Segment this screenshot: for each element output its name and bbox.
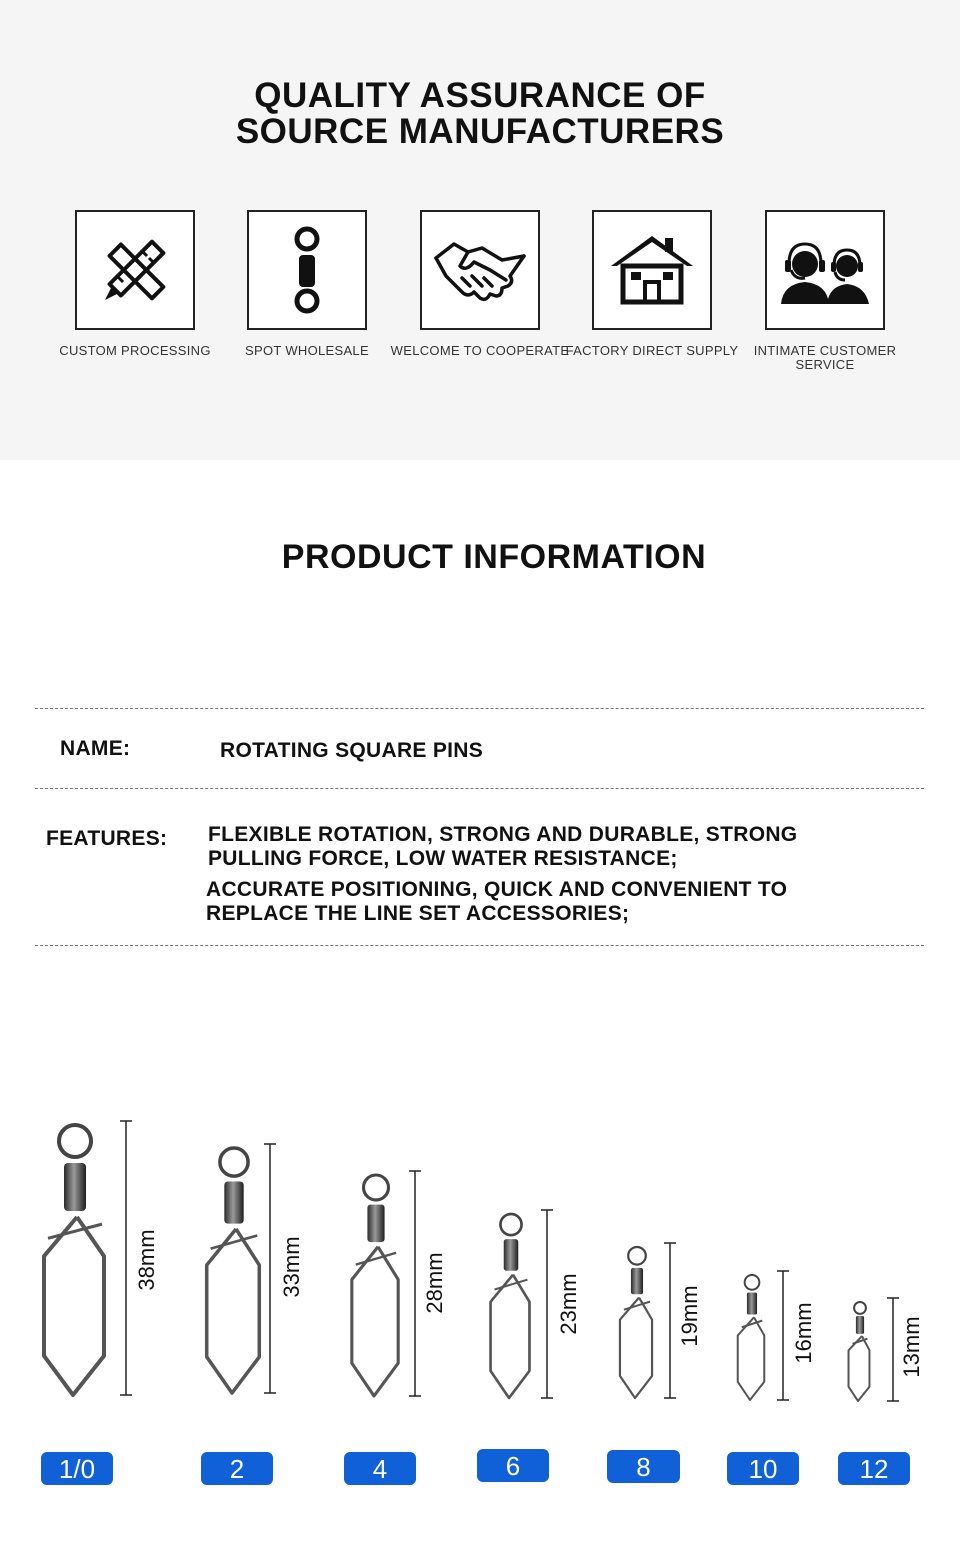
feature-label: SPOT WHOLESALE [245, 343, 369, 358]
swivel-icon [267, 225, 347, 315]
dimension-label: 13mm [899, 1316, 924, 1378]
feature-box [75, 210, 195, 330]
swivel-snap [207, 1229, 260, 1393]
swivel-snap [491, 1275, 530, 1398]
feature-welcome-cooperate [390, 210, 570, 358]
swivel-1 [44, 1125, 104, 1395]
swivel-clasp [211, 1236, 258, 1249]
factory-icon [607, 230, 697, 310]
name-value: ROTATING SQUARE PINS [220, 739, 484, 762]
feature-custom-processing [45, 210, 225, 358]
swivel-5 [620, 1247, 652, 1398]
swivel-ring [59, 1125, 91, 1157]
size-badge: 10 [727, 1452, 799, 1485]
feature-label: INTIMATE CUSTOMER SERVICE [753, 343, 897, 372]
feature-label: CUSTOM PROCESSING [59, 343, 211, 358]
swivel-barrel [856, 1316, 864, 1334]
size-badge: 2 [201, 1452, 273, 1485]
swivel-snap [44, 1217, 104, 1395]
size-badge: 12 [838, 1452, 910, 1485]
feature-customer-service [735, 210, 915, 372]
features-line-2: PULLING FORCE, LOW WATER RESISTANCE; [208, 847, 678, 870]
customer-service-icon [775, 230, 875, 310]
dimension-label: 33mm [279, 1236, 304, 1298]
dimension-label: 19mm [677, 1285, 702, 1347]
ruler-pencil-icon [95, 230, 175, 310]
size-badge: 6 [477, 1449, 549, 1482]
swivel-4 [491, 1214, 530, 1398]
dimension-bracket-1 [120, 1121, 132, 1395]
swivel-2 [207, 1148, 260, 1393]
swivel-clasp [48, 1224, 102, 1238]
divider [35, 945, 924, 946]
features-line-4: REPLACE THE LINE SET ACCESSORIES; [206, 902, 630, 925]
dimension-bracket-4 [541, 1210, 553, 1398]
size-badge: 1/0 [41, 1452, 113, 1485]
swivel-snap [620, 1298, 652, 1398]
size-badge: 8 [607, 1450, 680, 1483]
dimension-label: 23mm [556, 1273, 581, 1335]
dimension-bracket-5 [664, 1243, 676, 1398]
dimension-label: 28mm [422, 1252, 447, 1314]
dimension-label: 16mm [791, 1302, 816, 1364]
feature-spot-wholesale [217, 210, 397, 358]
swivel-barrel [64, 1163, 86, 1211]
feature-factory-direct [562, 210, 742, 358]
swivel-snap [352, 1247, 398, 1396]
divider [35, 788, 924, 789]
size-badge: 4 [344, 1452, 416, 1485]
divider [35, 708, 924, 709]
swivel-3 [352, 1175, 398, 1396]
features-line-3: ACCURATE POSITIONING, QUICK AND CONVENIENT TO [206, 878, 788, 901]
swivel-ring [500, 1214, 521, 1235]
swivel-ring [854, 1302, 866, 1314]
name-key: NAME: [60, 737, 131, 760]
features-key: FEATURES: [46, 827, 168, 850]
swivel-ring [628, 1247, 646, 1265]
features-line-1: FLEXIBLE ROTATION, STRONG AND DURABLE, STRONG [208, 823, 798, 846]
dimension-bracket-7 [887, 1298, 899, 1401]
quality-title-line2: SOURCE MANUFACTURERS [235, 112, 725, 151]
swivel-6 [738, 1275, 765, 1400]
quality-title [0, 78, 960, 150]
feature-box [765, 210, 885, 330]
dimension-bracket-3 [409, 1171, 421, 1396]
swivel-barrel [367, 1205, 384, 1242]
swivel-snap [849, 1336, 870, 1401]
swivel-barrel [631, 1268, 643, 1294]
swivel-clasp [356, 1253, 396, 1265]
swivel-barrel [224, 1181, 243, 1223]
swivel-ring [745, 1275, 760, 1290]
feature-box [592, 210, 712, 330]
feature-box [420, 210, 540, 330]
feature-label: WELCOME TO COOPERATE [390, 343, 570, 358]
handshake-icon [432, 230, 528, 310]
swivel-barrel [747, 1292, 757, 1314]
swivel-ring [364, 1175, 389, 1200]
dimension-bracket-2 [264, 1144, 276, 1393]
swivel-7 [849, 1302, 870, 1401]
swivel-ring [220, 1148, 248, 1176]
product-info-title: PRODUCT INFORMATION [281, 538, 707, 576]
swivel-group [44, 1121, 899, 1401]
dimension-bracket-6 [777, 1271, 789, 1400]
feature-label: FACTORY DIRECT SUPPLY [565, 343, 739, 358]
feature-box [247, 210, 367, 330]
quality-title-line1: QUALITY ASSURANCE OF [254, 76, 706, 115]
swivel-snap [738, 1317, 765, 1400]
dimension-label: 38mm [134, 1229, 159, 1291]
swivel-barrel [504, 1239, 519, 1271]
